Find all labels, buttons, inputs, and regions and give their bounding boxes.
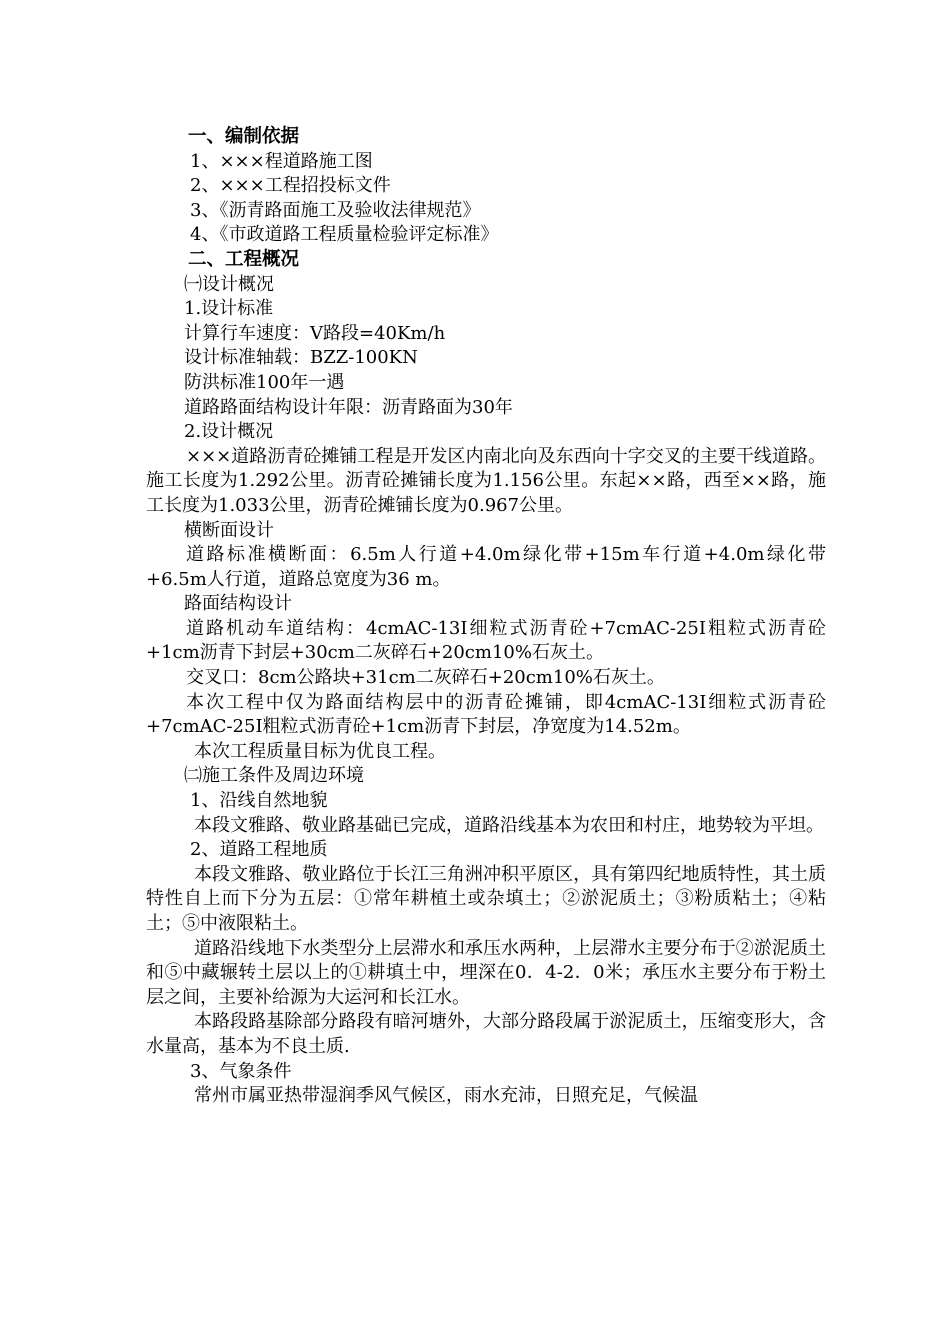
text-line: 防洪标准100年一遇 <box>184 371 345 393</box>
text-line: 交叉口：8cm公路块+31cm二灰碎石+20cm10%石灰土。 <box>186 667 665 689</box>
section-heading: 一、编制依据 <box>188 126 300 147</box>
text-line: 本段文雅路、敬业路基础已完成，道路沿线基本为农田和村庄，地势较为平坦。 <box>194 814 824 836</box>
text-line: 道路路面结构设计年限：沥青路面为30年 <box>184 396 513 418</box>
text-line: 3、《沥青路面施工及验收法律规范》 <box>190 199 481 221</box>
section-heading: 二、工程概况 <box>188 248 300 270</box>
text-line: 本段文雅路、敬业路位于长江三角洲冲积平原区，具有第四纪地质特性，其土质特性自上而下分为五层：①常年耕植土或杂填土；②淤泥质土；③粉质粘土；④粘土；⑤中液限粘土。 <box>146 863 826 934</box>
text-line: ㈠设计概况 <box>184 273 274 295</box>
text-line: 本路段路基除部分路段有暗河塘外，大部分路段属于淤泥质土，压缩变形大，含水量高，基本为不良土质. <box>146 1011 826 1057</box>
text-line: 设计标准轴载：BZZ-100KN <box>184 347 418 369</box>
text-line: 计算行车速度：V路段=40Km/h <box>184 322 446 344</box>
text-line: 本次工程质量目标为优良工程。 <box>194 740 446 762</box>
text-line: 横断面设计 <box>184 519 274 541</box>
text-line: 道路标准横断面：6.5m人行道+4.0m绿化带+15m车行道+4.0m绿化带+6.5m人行道，道路总宽度为36 m。 <box>146 544 826 590</box>
text-line: 1、沿线自然地貌 <box>190 790 328 812</box>
text-line: ㈡施工条件及周边环境 <box>184 765 364 787</box>
text-line: 道路机动车道结构：4cmAC-13I细粒式沥青砼+7cmAC-25I粗粒式沥青砼+1cm沥青下封层+30cm二灰碎石+20cm10%石灰土。 <box>146 617 826 664</box>
text-line: 2、×××工程招投标文件 <box>190 175 391 197</box>
text-line: 本次工程中仅为路面结构层中的沥青砼摊铺，即4cmAC-13I细粒式沥青砼+7cmAC-25I粗粒式沥青砼+1cm沥青下封层，净宽度为14.52m。 <box>146 691 826 738</box>
text-line: 2、道路工程地质 <box>190 839 328 861</box>
text-line: 道路沿线地下水类型分上层滞水和承压水两种，上层滞水主要分布于②淤泥质土和⑤中藏辗转土层以上的①耕填土中，埋深在0．4-2．0米；承压水主要分布于粉土层之间，主要补给源为大运河和长江水。 <box>146 937 826 1008</box>
text-line: 1.设计标准 <box>184 298 274 320</box>
text-line: 3、气象条件 <box>190 1060 292 1082</box>
text-line: 2.设计概况 <box>184 421 274 443</box>
text-line: 4、《市政道路工程质量检验评定标准》 <box>190 224 499 246</box>
text-line: 常州市属亚热带湿润季风气候区，雨水充沛，日照充足，气候温 <box>194 1085 698 1107</box>
text-line: 1、×××程道路施工图 <box>190 150 373 172</box>
text-line: 路面结构设计 <box>184 593 292 615</box>
document-page <box>146 125 826 1109</box>
text-line: ×××道路沥青砼摊铺工程是开发区内南北向及东西向十字交叉的主要干线道路。施工长度为1.292公里。沥青砼摊铺长度为1.156公里。东起××路，西至××路，施工长度为1.033公里，沥青砼摊铺长度为0.967公里。 <box>146 445 826 516</box>
